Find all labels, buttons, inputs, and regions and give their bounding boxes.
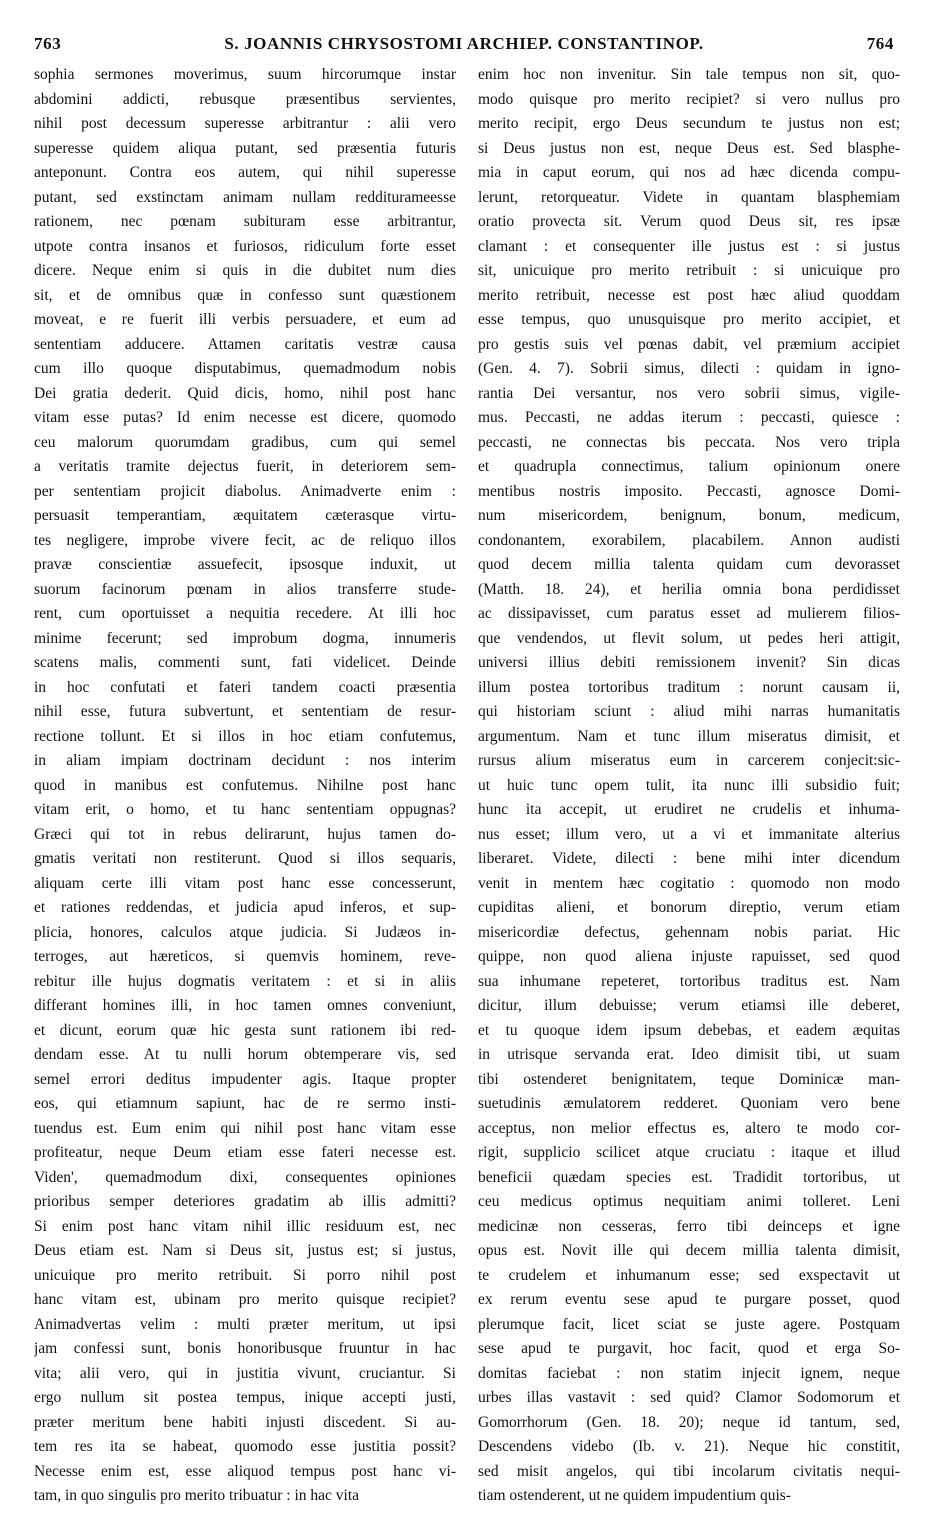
text-line: modo quisque pro merito recipiet? si vero nullus pro bbox=[478, 90, 900, 108]
text-line: anteponunt. Contra eos autem, qui nihil superesse bbox=[34, 164, 456, 181]
text-line: superesse quidem aliqua putant, sed præsentia futuris bbox=[34, 139, 456, 157]
text-line: tuendus est. Eum enim qui nihil post hanc vitam esse bbox=[34, 1119, 456, 1137]
text-line: sophia sermones moverimus, suum hircorumque instar bbox=[34, 66, 456, 83]
text-line: vita; alii vero, qui in justitia vivunt, cruciantur. Si bbox=[34, 1364, 456, 1382]
text-line: unicuique pro merito retribuit. Si porro nihil post bbox=[34, 1266, 456, 1284]
text-line: ergo nullum sit postea tempus, inique accepti justi, bbox=[34, 1389, 456, 1406]
text-line: putant, sed exstinctam animam nullam redditurameesse bbox=[34, 188, 456, 206]
text-line: enim hoc non invenitur. Sin tale tempus non sit, quo- bbox=[478, 66, 900, 83]
text-line: suetudinis æmulatorem redderet. Quoniam vero bene bbox=[478, 1095, 900, 1112]
text-line: dicitur, illum debuisse; verum etiamsi ille deberet, bbox=[478, 997, 900, 1014]
text-line: venit in mentem hæc cogitatio : quomodo non modo bbox=[478, 874, 900, 892]
text-line: a veritatis tramite dejectus fuerit, in deteriorem sem- bbox=[34, 458, 456, 475]
text-line: medicinæ non cesseras, ferro tibi deinceps et igne bbox=[478, 1217, 900, 1235]
text-line: Animadvertas velim : multi præter meritum, ut ipsi bbox=[34, 1315, 456, 1333]
text-line: et quadrupla connectimus, talium opinionum onere bbox=[478, 458, 900, 475]
text-line: mia in caput eorum, qui nos ad hæc dicenda compu- bbox=[478, 164, 900, 181]
text-line: aliquam certe illi vitam post hanc esse concesserunt, bbox=[34, 874, 456, 892]
text-line: in utrisque servanda erat. Ideo dimisit tibi, ut suam bbox=[478, 1046, 900, 1063]
text-line: abdomini addicti, rebusque præsentibus servientes, bbox=[34, 90, 456, 108]
text-line: tiam ostenderent, ut ne quidem impudentium quis- bbox=[478, 1487, 791, 1504]
text-line: ex rerum eventu sese apud te purgare posset, quod bbox=[478, 1291, 900, 1308]
text-line: sed misit angelos, qui tibi incolarum civitatis nequi- bbox=[478, 1462, 900, 1480]
text-line: pravæ conscientiæ assuefecit, ipsosque induxit, ut bbox=[34, 556, 456, 573]
text-line: minime fecerunt; sed improbum dogma, innumeris bbox=[34, 629, 456, 647]
text-line: profiteatur, neque Deum etiam esse fateri necesse est. bbox=[34, 1144, 456, 1161]
text-line: rebitur ille hujus dogmatis veritatem : et si in aliis bbox=[34, 972, 456, 990]
text-line: quod in manibus est confutemus. Nihilne post hanc bbox=[34, 776, 456, 794]
text-line: merito recipit, ergo Deus secundum te justus non est; bbox=[478, 115, 900, 132]
text-line: tes negligere, improbe vivere fecit, ac de reliquo illos bbox=[34, 531, 456, 549]
text-line: semel errori deditus impudenter agis. Itaque propter bbox=[34, 1070, 456, 1088]
text-line: oratio provecta sit. Verum quod Deus sit, res ipsæ bbox=[478, 213, 900, 230]
text-line: pro gestis suis vel pœnas dabit, vel præmium accipiet bbox=[478, 335, 900, 353]
text-line: Viden', quemadmodum dixi, consequentes opiniones bbox=[34, 1168, 456, 1186]
text-line: sit, unicuique pro merito retribuit : si unicuique pro bbox=[478, 262, 900, 279]
text-line: eos, qui etiamnum sapiunt, hac de re sermo insti- bbox=[34, 1095, 456, 1112]
text-line: Necesse enim est, esse aliquod tempus post hanc vi- bbox=[34, 1462, 456, 1480]
text-line: Gomorrhorum (Gen. 18. 20); neque id tantum, sed, bbox=[478, 1413, 900, 1431]
text-line: sese apud te purgavit, hoc facit, quod et erga So- bbox=[478, 1340, 900, 1357]
text-line: ut huic tunc opem tulit, ita nunc illi subsidio fuit; bbox=[478, 776, 900, 794]
text-line: lerunt, retorqueatur. Videte in quantam blasphemiam bbox=[478, 188, 900, 206]
text-line: sua inhumane repeteret, tortoribus traditus est. Nam bbox=[478, 972, 900, 990]
text-line: domitas faciebat : non statim injecit ignem, neque bbox=[478, 1364, 900, 1382]
text-line: tam, in quo singulis pro merito tribuatur : in hac vita bbox=[34, 1487, 360, 1504]
text-line: qui historiam sciunt : aliud mihi narras humanitatis bbox=[478, 703, 900, 720]
text-line: cum illo quoque disputabimus, quemadmodum nobis bbox=[34, 360, 456, 377]
text-line: te crudelem et inhumanum esse; sed exspectavit ut bbox=[478, 1266, 900, 1284]
text-line: beneficii quædam species est. Tradidit tortoribus, ut bbox=[478, 1168, 900, 1186]
text-line: plerumque facit, licet sciat se juste agere. Postquam bbox=[478, 1315, 900, 1333]
text-line: (Gen. 4. 7). Sobrii simus, dilecti : quidam in igno- bbox=[478, 360, 900, 377]
text-line: rectione tollunt. Et si illos in hoc etiam confutemus, bbox=[34, 727, 456, 745]
text-line: differant homines illi, in hoc tamen omnes conveniunt, bbox=[34, 997, 456, 1014]
text-line: Si enim post hanc vitam nihil illic residuum est, nec bbox=[34, 1217, 456, 1235]
text-line: in hoc confutati et fateri tandem coacti præsentia bbox=[34, 678, 456, 696]
running-header bbox=[34, 34, 894, 56]
text-line: hanc vitam est, ubinam pro merito quisque recipiet? bbox=[34, 1291, 456, 1308]
text-line: et rationes reddendas, et judicia apud inferos, et sup- bbox=[34, 899, 456, 916]
right-column bbox=[478, 63, 900, 1509]
text-line: hunc ita accepit, ut erudiret ne crudelis et inhuma- bbox=[478, 801, 900, 818]
text-line: Dei gratia dederit. Quid dicis, homo, nihil post hanc bbox=[34, 384, 456, 402]
text-line: peccasti, ne connectas bis peccata. Nos vero tripla bbox=[478, 433, 900, 451]
text-line: (Matth. 18. 24), et herilia omnia bona perdidisset bbox=[478, 580, 900, 598]
text-line: quippe, non quod aliena injuste rapuisset, sed quod bbox=[478, 948, 900, 965]
text-line: terroges, aut hæreticos, si quemvis hominem, reve- bbox=[34, 948, 456, 965]
text-line: rursus alium miseratus eum in carcerem conjecit:sic- bbox=[478, 752, 900, 769]
text-line: esse tempus, quo unusquisque pro merito accipiet, et bbox=[478, 311, 900, 328]
text-line: rent, cum oportuisset a nequitia recedere. At illi hoc bbox=[34, 605, 456, 622]
text-line: rationem, nec pœnam subituram esse arbitrantur, bbox=[34, 213, 456, 230]
page-number-left: 763 bbox=[34, 34, 62, 53]
text-line: urbes illas vastavit : sed quid? Clamor Sodomorum et bbox=[478, 1389, 900, 1406]
text-line: acceptus, non melior effectus es, altero te modo cor- bbox=[478, 1119, 900, 1137]
text-line: rantia Dei versantur, nos vero sobrii simus, vigile- bbox=[478, 384, 900, 402]
text-line: ceu malorum quorumdam gradibus, cum qui semel bbox=[34, 433, 456, 451]
text-line: prioribus semper deteriores gradatim ab illis admitti? bbox=[34, 1193, 456, 1210]
text-line: Deus etiam est. Nam si Deus sit, justus est; si justus, bbox=[34, 1242, 456, 1259]
text-line: clamant : et consequenter ille justus est : si justus bbox=[478, 237, 900, 255]
text-line: utpote contra insanos et furiosos, ridiculum forte esset bbox=[34, 237, 456, 255]
text-line: dicere. Neque enim si quis in die dubitet num dies bbox=[34, 262, 456, 279]
text-line: in aliam impiam doctrinam decidunt : nos interim bbox=[34, 752, 456, 769]
text-line: illum postea tortoribus traditum : norunt causam ii, bbox=[478, 678, 900, 696]
text-line: argumentum. Nam et tunc illum miseratus dimisit, et bbox=[478, 727, 900, 745]
text-line: nus esset; illum vero, ut a vi et immanitate alterius bbox=[478, 825, 900, 843]
text-line: rigit, supplicio scilicet atque cruciatu : itaque et illud bbox=[478, 1144, 900, 1161]
text-line: gmatis veritati non restiterunt. Quod si illos sequaris, bbox=[34, 850, 456, 867]
text-line: scatens malis, commenti sunt, fati videlicet. Deinde bbox=[34, 654, 456, 671]
text-line: universi illius debiti remissionem invenit? Sin dicas bbox=[478, 654, 900, 671]
text-line: num misericordem, benignum, bonum, medicum, bbox=[478, 507, 900, 524]
text-line: que vendendos, ut flevit solum, ut pedes heri attigit, bbox=[478, 629, 900, 647]
text-line: moveat, e re fuerit illi verbis persuadere, et eum ad bbox=[34, 311, 456, 328]
text-line: vitam erit, o homo, et tu hanc sententiam oppugnas? bbox=[34, 801, 456, 818]
page-number-right: 764 bbox=[866, 34, 894, 53]
text-line: tibi ostenderet benignitatem, teque Dominicæ man- bbox=[478, 1070, 900, 1088]
text-line: si Deus justus non est, neque Deus est. Sed blasphe- bbox=[478, 139, 900, 157]
text-line: et tu quoque idem ipsum debebas, et eadem æquitas bbox=[478, 1021, 900, 1039]
text-line: ac dissipavisset, cum paratus esset ad mulierem filios- bbox=[478, 605, 900, 622]
text-line: condonantem, exorabilem, placabilem. Annon audisti bbox=[478, 531, 900, 549]
text-line: nihil esse, futura subvertunt, et sententiam de resur- bbox=[34, 703, 456, 720]
text-line: vitam esse putas? Id enim necesse est dicere, quomodo bbox=[34, 409, 456, 426]
text-line: quod decem millia talenta quidam cum devorasset bbox=[478, 556, 900, 573]
text-line: merito retribuit, necesse est post hæc aliud quoddam bbox=[478, 286, 900, 304]
text-line: liberaret. Videte, dilecti : bene mihi inter dicendum bbox=[478, 850, 900, 867]
text-line: jam confessi sunt, bonis honoribusque fruuntur in hac bbox=[34, 1340, 456, 1357]
text-line: suorum facinorum pœnam in alios transferre stude- bbox=[34, 580, 456, 598]
running-title: S. JOANNIS CHRYSOSTOMI ARCHIEP. CONSTANTINOP. bbox=[224, 34, 704, 53]
text-line: dendam esse. At tu nulli horum obtemperare vis, sed bbox=[34, 1046, 456, 1063]
text-line: persuasit temperantiam, æquitatem cæterasque virtu- bbox=[34, 507, 456, 524]
text-line: per sententiam projicit diabolus. Animadverte enim : bbox=[34, 482, 456, 500]
left-column bbox=[34, 63, 456, 1509]
text-line: opus est. Novit ille qui decem millia talenta dimisit, bbox=[478, 1242, 900, 1259]
text-line: nihil post decessum superesse arbitrantur : alii vero bbox=[34, 115, 456, 132]
text-line: mentibus nostris imposito. Peccasti, agnosce Domi- bbox=[478, 482, 900, 500]
text-line: tem res ita se habeat, quomodo esse justitia possit? bbox=[34, 1438, 456, 1455]
text-line: misericordiæ defectus, gehennam nobis pariat. Hic bbox=[478, 923, 900, 941]
text-line: mus. Peccasti, ne addas iterum : peccasti, quiesce : bbox=[478, 409, 900, 426]
text-line: sententiam adducere. Attamen caritatis vestræ causa bbox=[34, 335, 456, 353]
text-line: et dicunt, eorum quæ hic gesta sunt rationem ibi red- bbox=[34, 1021, 456, 1039]
text-line: Græci qui tot in rebus delirarunt, hujus tamen do- bbox=[34, 825, 456, 843]
text-line: Descendens videbo (Ib. v. 21). Neque hic constitit, bbox=[478, 1438, 900, 1455]
text-line: ceu medicus optimus nequitiam animi tolleret. Leni bbox=[478, 1193, 900, 1210]
text-line: plicia, honores, calculos atque judicia. Si Judæos in- bbox=[34, 923, 456, 941]
text-line: sit, et de omnibus quæ in confesso sunt quæstionem bbox=[34, 286, 456, 304]
text-line: cupiditas alieni, et bonorum direptio, verum etiam bbox=[478, 899, 900, 916]
text-line: præter meritum bene habiti injusti discedent. Si au- bbox=[34, 1413, 456, 1431]
